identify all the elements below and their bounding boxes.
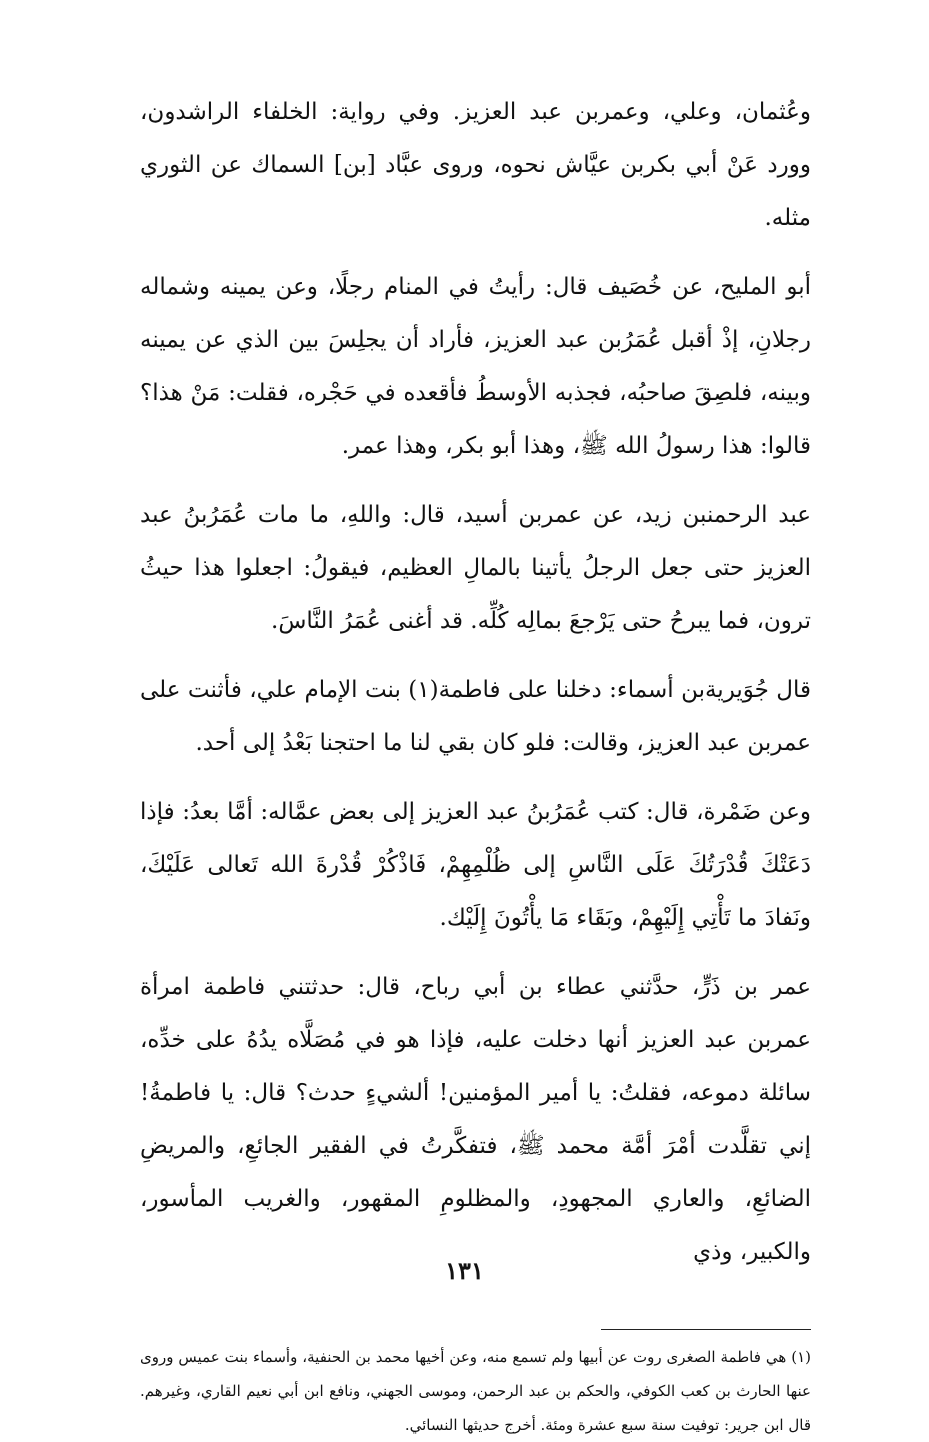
footnote-divider (601, 1329, 811, 1330)
paragraph-3: عبد الرحمنبن زيد، عن عمربن أسيد، قال: واللهِ، ما مات عُمَرُبنُ عبد العزيز حتى جعل الرجلُ يأتينا بالمالِ العظيم، فيقولُ: اجعلوا هذا حيثُ ترون، فما يبرحُ حتى يَرْجعَ بمالِه كُلِّه. قد أغنى عُمَرُ النَّاسَ. (140, 502, 811, 634)
paragraph-6: عمر بن ذَرٍّ، حدَّثني عطاء بن أبي رباح، قال: حدثتني فاطمة امرأة عمربن عبد العزيز أنها دخلت عليه، فإذا هو في مُصَلَّاه يدُهُ على خدِّه، سائلة دموعه، فقلتُ: يا أمير المؤمنين! ألشيءٍ حدث؟ قال: يا فاطمةُ! إني تقلَّدت أمْرَ أمَّة محمد ﷺ، فتفكَّرتُ في الفقير الجائعِ، والمريضِ الضائعِ، والعاري المجهودِ، والمظلومِ المقهور، والغريب المأسور، والكبير، وذي (140, 974, 811, 1265)
paragraph-1: وعُثمان، وعلي، وعمربن عبد العزيز. وفي رواية: الخلفاء الراشدون، وورد عَنْ أبي بكربن عيَّاش نحوه، وروى عبَّاد [بن] السماك عن الثوري مثله. (140, 99, 811, 231)
footnote: (١) هي فاطمة الصغرى روت عن أبيها ولم تسمع منه، وعن أخيها محمد بن الحنفية، وأسماء بنت عميس وروى عنها الحارث بن كعب الكوفي، والحكم بن عبد الرحمن، وموسى الجهني، ونافع ابن أبي نعيم القاري، وغيرهم. قال ابن جرير: توفيت سنة سبع عشرة ومئة. أخرج حديثها النسائي. (140, 1348, 811, 1434)
paragraph-2: أبو المليح، عن خُصَيف قال: رأيتُ في المنام رجلًا، وعن يمينه وشماله رجلانِ، إذْ أقبل عُمَرُبن عبد العزيز، فأراد أن يجلِسَ بين الذي عن يمينه وبينه، فلصِقَ صاحبُه، فجذبه الأوسطُ فأقعده في حَجْره، فقلت: مَنْ هذا؟ قالوا: هذا رسولُ الله ﷺ، وهذا أبو بكر، وهذا عمر. (140, 274, 811, 459)
page-number: ١٣١ (445, 1256, 484, 1285)
paragraph-4: قال جُوَيريةبن أسماء: دخلنا على فاطمة(١) بنت الإمام علي، فأثنت على عمربن عبد العزيز، وقالت: فلو كان بقي لنا ما احتجنا بَعْدُ إلى أحد. (140, 677, 811, 756)
footnote-area (140, 1295, 811, 1442)
paragraph-5: وعن ضَمْرة، قال: كتب عُمَرُبنُ عبد العزيز إلى بعض عمَّاله: أمَّا بعدُ: فإذا دَعَتْكَ قُدْرَتُكَ عَلَى النَّاسِ إلى ظُلْمِهِمْ، فَاذْكُرْ قُدْرةَ الله تَعالى عَلَيْكَ، ونَفادَ ما تَأْتِي إِلَيْهِمْ، وبَقَاء مَا يأْتُونَ إِلَيْك. (140, 799, 811, 931)
main-text (140, 86, 811, 1279)
